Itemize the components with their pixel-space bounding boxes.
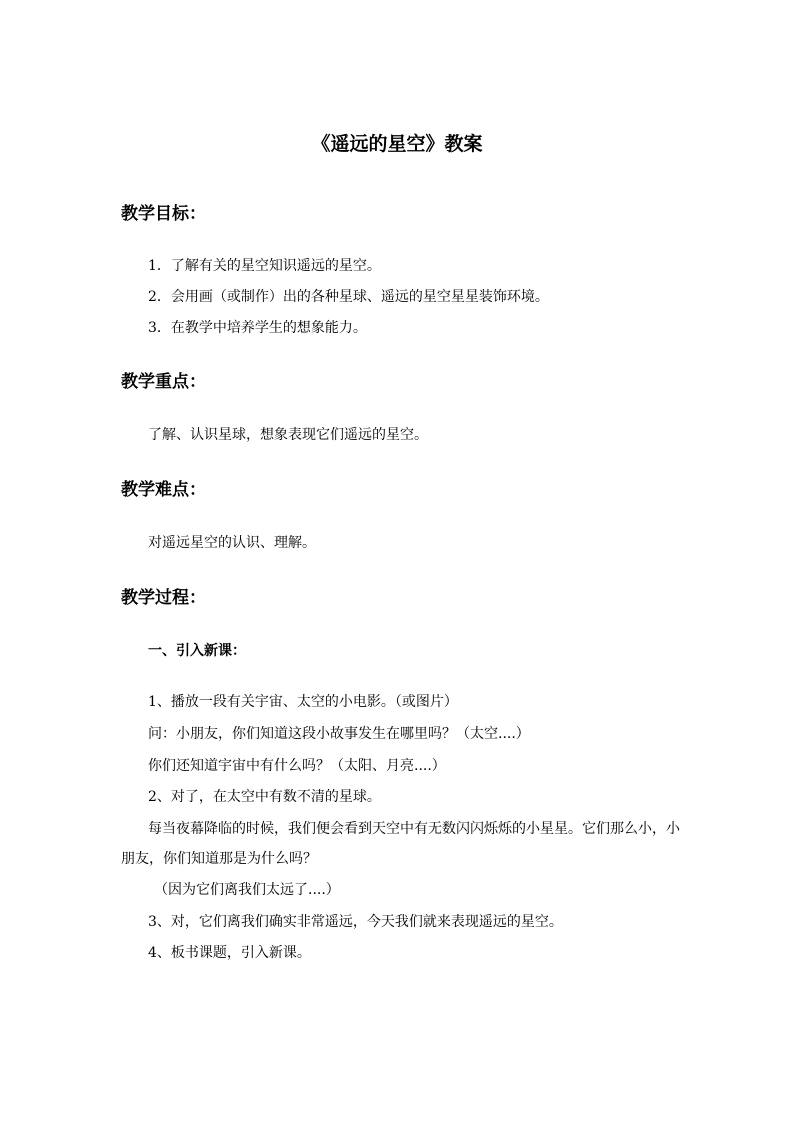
- goal-item: 2．会用画（或制作）出的各种星球、遥远的星空星星装饰环境。: [148, 289, 549, 305]
- goal-item: 3．在教学中培养学生的想象能力。: [148, 320, 367, 336]
- heading-key-points: 教学重点：: [121, 372, 206, 392]
- goal-item: 1．了解有关的星空知识遥远的星空。: [148, 258, 381, 274]
- key-points-text: 了解、认识星球，想象表现它们遥远的星空。: [148, 427, 428, 443]
- document-title: 《遥远的星空》教案: [311, 133, 483, 155]
- process-paragraph: 每当夜幕降临的时候，我们便会看到天空中有无数闪闪烁烁的小星星。它们那么小，小朋友，你们知道那是为什么吗？: [121, 821, 680, 867]
- heading-teaching-process: 教学过程：: [121, 588, 206, 608]
- difficulties-text: 对遥远星空的认识、理解。: [148, 535, 316, 551]
- process-line: 4、板书课题，引入新课。: [148, 945, 311, 961]
- heading-teaching-goals: 教学目标：: [121, 204, 206, 224]
- process-answer: （因为它们离我们太远了....）: [154, 882, 340, 898]
- process-line: 1、播放一段有关宇宙、太空的小电影。（或图片）: [148, 694, 458, 710]
- process-line: 3、对，它们离我们确实非常遥远，今天我们就来表现遥远的星空。: [148, 914, 563, 930]
- process-line: 2、对了，在太空中有数不清的星球。: [148, 789, 381, 805]
- section-intro-new-lesson: 一、引入新课：: [148, 643, 246, 659]
- heading-difficulties: 教学难点：: [121, 480, 206, 500]
- process-line: 你们还知道宇宙中有什么吗？（太阳、月亮....）: [148, 758, 446, 774]
- process-line: 问：小朋友，你们知道这段小故事发生在哪里吗？（太空....）: [148, 726, 530, 742]
